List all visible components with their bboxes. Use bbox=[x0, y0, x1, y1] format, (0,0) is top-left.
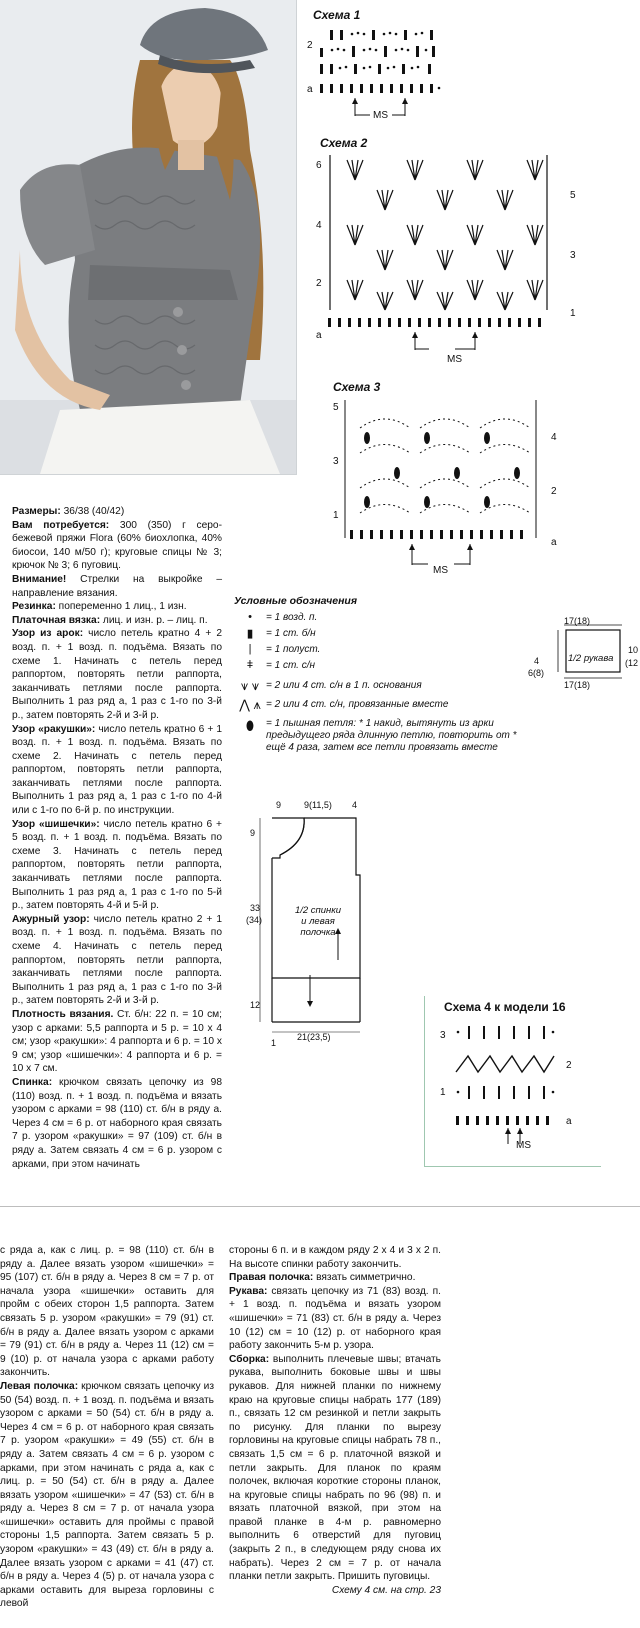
right-front-text: вязать симметрично. bbox=[313, 1272, 416, 1284]
scheme-3-row-5: 5 bbox=[333, 402, 339, 413]
scheme-4-row-3: 3 bbox=[440, 1030, 446, 1041]
instructions-column-1 bbox=[12, 505, 222, 1171]
legend-title: Условные обозначения bbox=[234, 595, 358, 607]
scheme-2-row-3: 3 bbox=[570, 250, 576, 261]
arches-label: Узор из арок: bbox=[12, 628, 84, 640]
legend-item-2: = 1 ст. б/н bbox=[266, 628, 316, 639]
scheme-2-diagram bbox=[325, 150, 570, 370]
shells-text: число петель кратно 6 + 1 возд. п. + 1 возд. п. подъёма. Вязать по схеме 2. Начинать с петель перед раппортом, повторять петли раппорта, заканчивать петлями после раппорта. Выполнить 1 раз ряд а, 1 раз с 1-го по 4-й или с 1-го по 6-й р. по инструкции. bbox=[12, 723, 222, 817]
puff-stitch-symbol: ⬮ bbox=[245, 718, 255, 733]
gauge-label: Плотность вязания. bbox=[12, 1008, 114, 1020]
footnote: Схему 4 см. на стр. 23 bbox=[331, 1584, 441, 1596]
scheme-1-title: Схема 1 bbox=[313, 8, 361, 22]
gauge-text: Ст. б/н: 22 п. = 10 см; узор с арками: 5,5 раппорта и 5 р. = 10 х 4 см; узор «ракушки»: 4 раппорта и 6 р. = 10 х 9 см; узор «шишечки»: 4 раппорта и 6 р. = 10 х 7 см. bbox=[12, 1008, 223, 1075]
legend-item-4: = 1 ст. с/н bbox=[266, 660, 316, 671]
materials-text: 300 (350) г серо-бежевой пряжи Flora (60% биохлопка, 40% биосои, 140 м/50 г); круговые спицы № 3; крючок № 3; 6 пуговиц. bbox=[12, 519, 222, 572]
body-left-33: 33 bbox=[250, 903, 261, 913]
body-label-line-1: 1/2 спинки bbox=[294, 905, 342, 916]
legend-item-6: = 2 или 4 ст. с/н, провязанные вместе bbox=[266, 699, 449, 710]
scheme-3-ms: MS bbox=[433, 565, 448, 576]
sleeve-right-top: 10 bbox=[628, 645, 639, 655]
sleeve-right-bottom: (12 bbox=[625, 658, 639, 668]
left-front-label: Левая полочка: bbox=[0, 1380, 79, 1392]
materials-label: Вам потребуется: bbox=[12, 519, 110, 531]
garter-text: лиц. и изн. р. – лиц. п. bbox=[100, 614, 208, 626]
scheme-4-title: Схема 4 к модели 16 bbox=[444, 1000, 566, 1014]
scheme-2-row-1: 1 bbox=[570, 308, 576, 319]
legend-item-1: = 1 возд. п. bbox=[266, 612, 318, 623]
scheme-3-title: Схема 3 bbox=[333, 380, 381, 394]
body-left-34: (34) bbox=[246, 915, 263, 925]
left-front-continued-text: стороны 6 п. и в каждом ряду 2 х 4 и 3 х 2 п. На высоте спинки работу закончить. bbox=[229, 1245, 441, 1270]
sleeves-label: Рукава: bbox=[229, 1285, 268, 1297]
instructions-column-3 bbox=[229, 1244, 441, 1597]
legend-item-3: = 1 полуст. bbox=[266, 644, 321, 655]
scheme-1-row-a: a bbox=[307, 84, 313, 95]
scheme-3-row-2: 2 bbox=[551, 486, 557, 497]
body-left-9: 9 bbox=[250, 828, 256, 838]
scheme-3-row-4: 4 bbox=[551, 432, 557, 443]
scheme-4-row-1: 1 bbox=[440, 1087, 446, 1098]
body-label bbox=[286, 905, 350, 938]
scheme-2-row-5: 5 bbox=[570, 190, 576, 201]
decrease-fan-symbol: ⋀ ⩚ bbox=[239, 697, 261, 712]
bobbles-text: число петель кратно 6 + 5 возд. п. + 1 возд. п. подъёма. Вязать по схеме 3. Начинать с петель перед раппортом, повторять петли раппорта, заканчивать петлями после раппорта. Выполнить 1 раз ряд а, 1 раз с 1-го по 5-й р., затем повторять 4-й и 5-й р. bbox=[12, 818, 222, 912]
sizes-text: 36/38 (40/42) bbox=[60, 506, 125, 517]
scheme-2-title: Схема 2 bbox=[320, 136, 368, 150]
sleeve-bottom-width: 17(18) bbox=[564, 680, 591, 690]
body-label-line-2: и левая bbox=[301, 916, 335, 927]
scheme-3-diagram bbox=[340, 398, 550, 583]
right-front-label: Правая полочка: bbox=[229, 1272, 314, 1284]
body-top-c: 4 bbox=[352, 800, 358, 810]
single-crochet-symbol: ▮ bbox=[246, 628, 254, 640]
shells-label: Узор «ракушки»: bbox=[12, 723, 96, 735]
model-photo bbox=[0, 0, 297, 475]
lace-text: число петель кратно 2 + 1 возд. п. + 1 возд. п. подъёма. Вязать по схеме 4. Начинать с петель перед раппортом, повторять петли раппорта, заканчивать петлями после раппорта. Выполнить 1 раз ряд а, 1 раз с 1-го по 3-й р., затем повторять 2-й и 3-й р. bbox=[12, 913, 223, 1007]
bobbles-label: Узор «шишечки»: bbox=[12, 818, 100, 830]
assembly-label: Сборка: bbox=[229, 1353, 270, 1365]
scheme-2-row-2: 2 bbox=[316, 278, 322, 289]
sleeve-top-width: 17(18) bbox=[564, 616, 591, 626]
model-photo-illustration bbox=[0, 0, 296, 474]
scheme-2-row-4: 4 bbox=[316, 220, 322, 231]
legend-item-7: = 1 пышная петля: * 1 накид, вытянуть из арки предыдущего ряда длинную петлю, повторить от * ещё 4 раза, затем все петли провязать вместе bbox=[266, 718, 517, 753]
scheme-1-ms: MS bbox=[373, 110, 388, 121]
scheme-3-row-a: a bbox=[551, 537, 557, 548]
sleeve-left-bottom: 6(8) bbox=[528, 668, 545, 678]
scheme-2-row-6: 6 bbox=[316, 160, 322, 171]
scheme-3-row-1: 1 bbox=[333, 510, 339, 521]
scheme-4-diagram bbox=[448, 1022, 573, 1147]
attention-label: Внимание! bbox=[12, 573, 67, 585]
back-text: крючком связать цепочку из 98 (110) возд. п. + 1 возд. п. подъёма и вязать узором с арками = 98 (110) ст. б/н в ряду а. Через 4 см = 6 р. от наборного края связать 7 р. узором «ракушки» = 97 (109) ст. б/н в ряду а. Затем связать 4 см = 6 р. узором с арками, при этом начинать bbox=[12, 1076, 222, 1170]
scheme-4-ms: MS bbox=[516, 1140, 531, 1151]
body-left-1: 1 bbox=[271, 1038, 277, 1048]
body-top-a: 9 bbox=[276, 800, 282, 810]
half-double-symbol: | bbox=[248, 643, 252, 655]
sleeves-text: связать цепочку из 71 (83) возд. п. + 1 возд. п. подъёма и вязать узором «шишечки» = 71 (83) ст. б/н в ряду а. Через 10 (12) см = 10 (12) р. от наборного края работу закончить 5-м р. узора. bbox=[229, 1285, 441, 1352]
back-continued-text: с ряда а, как с лиц. р. = 98 (110) ст. б/н в ряду а. Далее вязать узором «шишечки» = 95 (107) ст. б/н в ряду а. Через 8 см = 7 р. от начала узора «шишечки» оставить для пройм с обеих сторон 1,5 раппорта. Затем связать 5 р. узором «ракушки» = 79 (91) ст. б/н в ряду а. Далее вязать узором с арками = 79 (91) ст. б/н в ряду а. Через 11 (12) см = 9 (10) р. от начала узора с арками работу закончить. bbox=[0, 1245, 214, 1379]
increase-fan-symbol: ⩛ ⩛ bbox=[240, 678, 260, 693]
scheme-4-row-2: 2 bbox=[566, 1060, 572, 1071]
sizes-label: Размеры: bbox=[12, 506, 61, 517]
body-left-12: 12 bbox=[250, 1000, 261, 1010]
legend-item-5: = 2 или 4 ст. с/н в 1 п. основания bbox=[266, 680, 422, 691]
arches-text: число петель кратно 4 + 2 возд. п. + 1 возд. п. подъёма. Вязать по схеме 1. Начинать с петель перед раппортом, повторять петли раппорта, заканчивать петлями после раппорта. Выполнить 1 раз ряд а, 1 раз с 1-го по 3-й р., затем повторять 2-й и 3-й р. bbox=[12, 628, 222, 721]
attention-text: Стрелки на выкройке – направление вязания. bbox=[12, 573, 222, 599]
chain-stitch-symbol: • bbox=[248, 611, 252, 623]
body-label-line-3: полочка bbox=[300, 927, 336, 938]
rib-label: Резинка: bbox=[12, 601, 56, 613]
body-bottom-width: 21(23,5) bbox=[297, 1032, 331, 1042]
section-divider bbox=[0, 1206, 640, 1207]
scheme-1-row-2: 2 bbox=[307, 40, 313, 51]
rib-text: попеременно 1 лиц., 1 изн. bbox=[55, 601, 187, 613]
double-crochet-symbol: ǂ bbox=[246, 659, 254, 671]
scheme-2-ms: MS bbox=[447, 354, 462, 365]
body-top-b: 9(11,5) bbox=[304, 800, 332, 810]
scheme-4-row-a: a bbox=[566, 1116, 572, 1127]
back-label: Спинка: bbox=[12, 1076, 53, 1088]
sleeve-left-top: 4 bbox=[534, 656, 540, 666]
lace-label: Ажурный узор: bbox=[12, 913, 90, 925]
garter-label: Платочная вязка: bbox=[12, 614, 101, 626]
sleeve-label: 1/2 рукава bbox=[568, 653, 614, 664]
instructions-column-2 bbox=[0, 1244, 214, 1611]
assembly-text: выполнить плечевые швы; втачать рукава, выполнить боковые швы и швы рукавов. Для нижней планки по нижнему краю на круговые спицы набрать 177 (189) п., связать 12 см резинкой и петли закрыть по рисунку. Для планки по вырезу горловины на круговые спицы набрать 78 п., связать 1,5 см = 6 р. платочной вязкой и петли закрыть. Для планок по краям полочек, включая короткие стороны планок, на круговые спицы набрать по 96 (98) п. и вязать платочной вязкой, при этом на правой планке в 4-м р. равномерно выполнить 6 отверстий для пуговиц (закрыть 2 п., в следующем ряду снова их набрать). Через 2 см = 7 р. от начала планки петли закрыть. Пришить пуговицы. bbox=[229, 1353, 441, 1583]
left-front-text: крючком связать цепочку из 50 (54) возд. п. + 1 возд. п. подъёма и вязать узором с арками = 50 (54) ст. б/н в ряду а. Через 4 см = 6 р. от наборного края связать 7 р. узором «ракушки» = 49 (55) ст. б/н в ряду а. Затем связать 4 см = 6 р. узором с арками, при этом начинать с ряда а, как с лиц. р. = 50 (54) ст. б/н в ряду а. Далее вязать узором «шишечки» = 47 (53) ст. б/н в ряду а. Через 8 см = 7 р. от начала узора «шишечки» оставить для проймы с правой стороны 1,5 раппорта. Затем связать 5 р. узором «ракушки» = 43 (49) ст. б/н в ряду а. Далее вязать узором с арками = 41 (47) ст. б/н в ряду а. Через 4 (5) р. от начала узора с арками оставить для выреза горловины с левой bbox=[0, 1380, 214, 1610]
scheme-2-row-a: a bbox=[316, 330, 322, 341]
scheme-3-row-3: 3 bbox=[333, 456, 339, 467]
